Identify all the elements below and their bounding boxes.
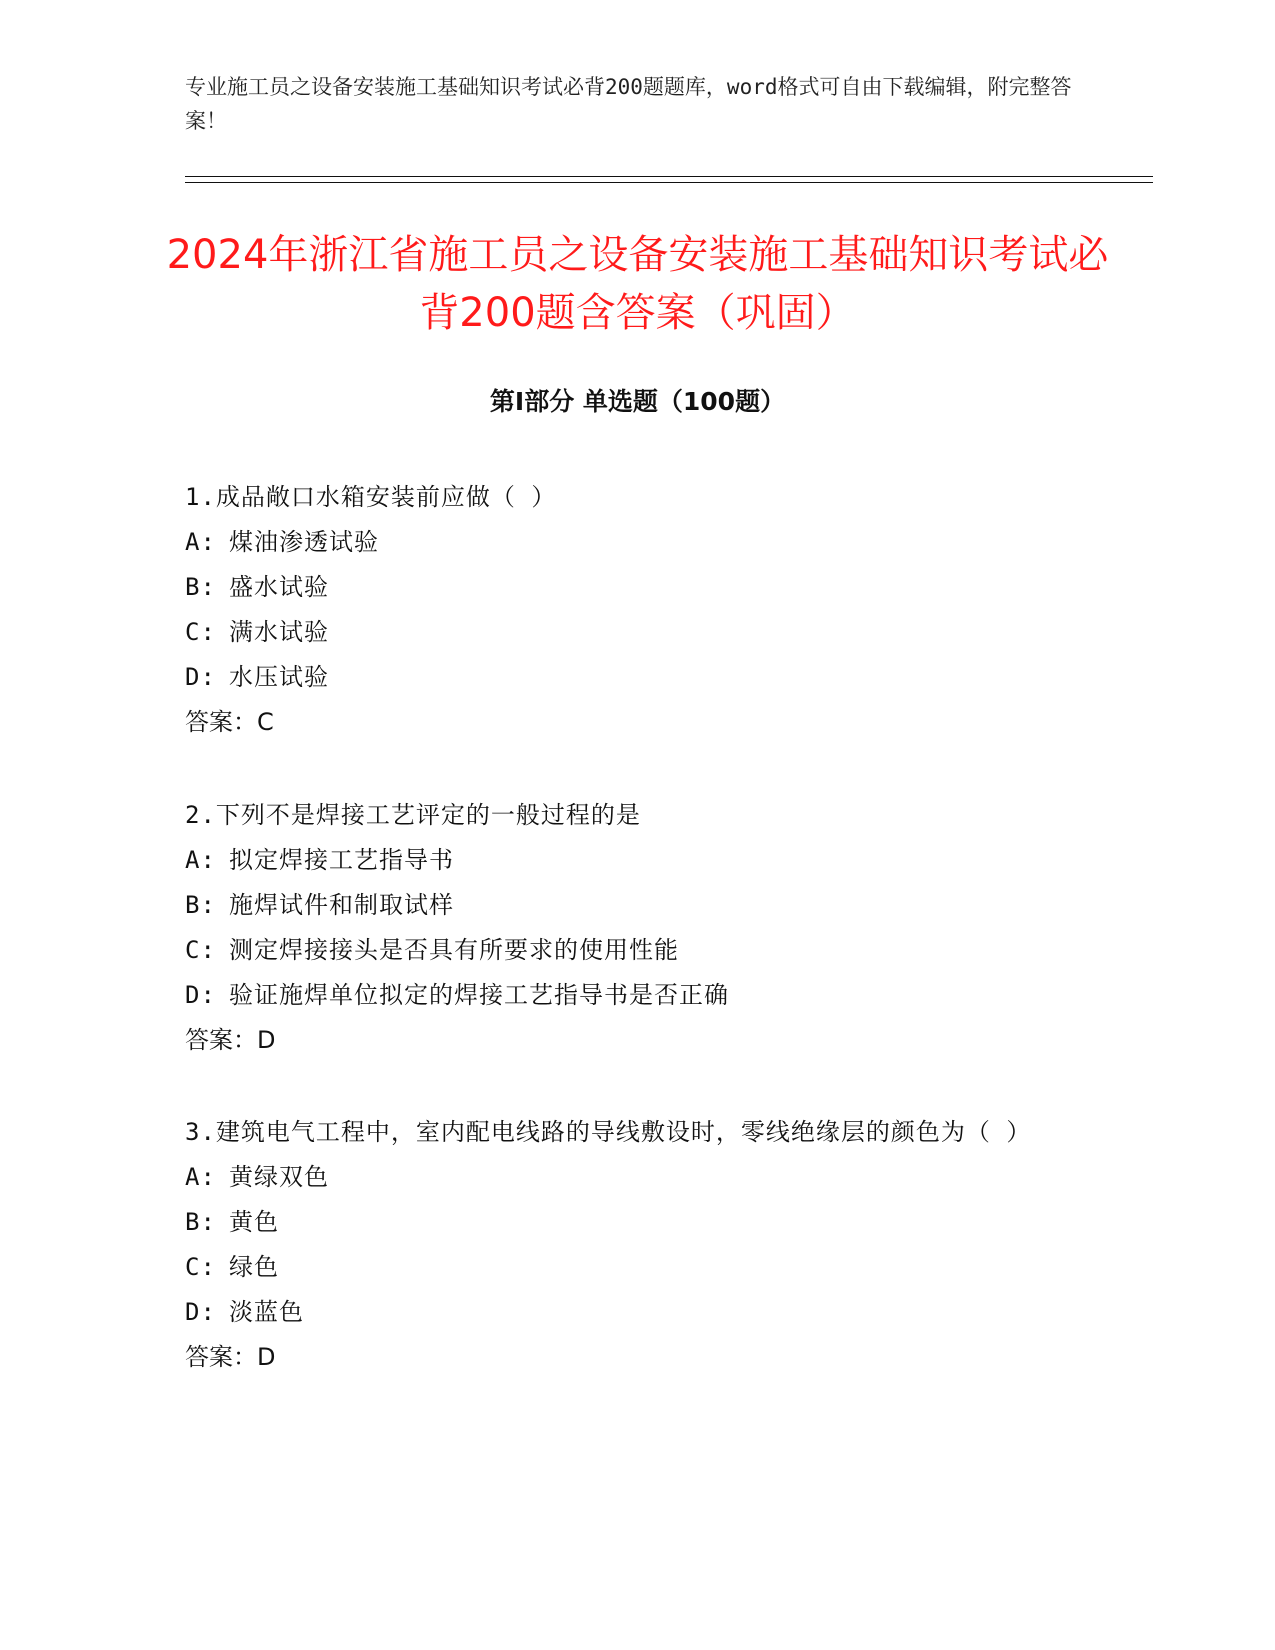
- option-text: 黄色: [229, 1208, 279, 1236]
- header-divider-bottom: [185, 182, 1153, 183]
- answer-line: 答案：D: [185, 1343, 276, 1371]
- option-key: A:: [185, 846, 216, 874]
- option-c: [185, 610, 1065, 655]
- option-d: [185, 655, 1065, 700]
- option-b: [185, 883, 1065, 928]
- option-c: [185, 928, 1065, 973]
- option-b: [185, 1200, 1065, 1245]
- option-key: A:: [185, 1163, 216, 1191]
- option-d: [185, 1290, 1065, 1335]
- question-text: 1.成品敞口水箱安装前应做（ ）: [185, 483, 557, 511]
- option-key: A:: [185, 528, 216, 556]
- option-key: C:: [185, 936, 216, 964]
- option-text: 淡蓝色: [229, 1298, 304, 1326]
- option-text: 施焊试件和制取试样: [229, 891, 454, 919]
- answer-line: 答案：D: [185, 1026, 276, 1054]
- option-text: 测定焊接接头是否具有所要求的使用性能: [229, 936, 679, 964]
- option-key: C:: [185, 618, 216, 646]
- option-text: 盛水试验: [229, 573, 329, 601]
- option-key: D:: [185, 981, 216, 1009]
- option-a: [185, 838, 1065, 883]
- question-text: 3.建筑电气工程中，室内配电线路的导线敷设时，零线绝缘层的颜色为（ ）: [185, 1118, 1032, 1146]
- option-text: 满水试验: [229, 618, 329, 646]
- option-text: 黄绿双色: [229, 1163, 329, 1191]
- document-title: 2024年浙江省施工员之设备安装施工基础知识考试必背200题含答案（巩固）: [166, 232, 1109, 336]
- option-b: [185, 565, 1065, 610]
- question-1: [185, 475, 1065, 745]
- option-key: C:: [185, 1253, 216, 1281]
- question-3: [185, 1110, 1065, 1380]
- question-text: 2.下列不是焊接工艺评定的一般过程的是: [185, 801, 641, 829]
- option-key: D:: [185, 1298, 216, 1326]
- question-2: [185, 793, 1065, 1063]
- option-a: [185, 520, 1065, 565]
- header-divider-top: [185, 176, 1153, 177]
- option-text: 水压试验: [229, 663, 329, 691]
- option-d: [185, 973, 1065, 1018]
- option-key: B:: [185, 573, 216, 601]
- option-text: 煤油渗透试验: [229, 528, 379, 556]
- option-key: D:: [185, 663, 216, 691]
- section-heading: 第I部分 单选题（100题）: [489, 387, 786, 416]
- header-note: 专业施工员之设备安装施工基础知识考试必背200题题库，word格式可自由下载编辑，附完整答案！: [185, 75, 1072, 133]
- option-text: 拟定焊接工艺指导书: [229, 846, 454, 874]
- option-key: B:: [185, 891, 216, 919]
- option-a: [185, 1155, 1065, 1200]
- option-key: B:: [185, 1208, 216, 1236]
- option-text: 验证施焊单位拟定的焊接工艺指导书是否正确: [229, 981, 729, 1009]
- option-text: 绿色: [229, 1253, 279, 1281]
- option-c: [185, 1245, 1065, 1290]
- answer-line: 答案：C: [185, 708, 274, 736]
